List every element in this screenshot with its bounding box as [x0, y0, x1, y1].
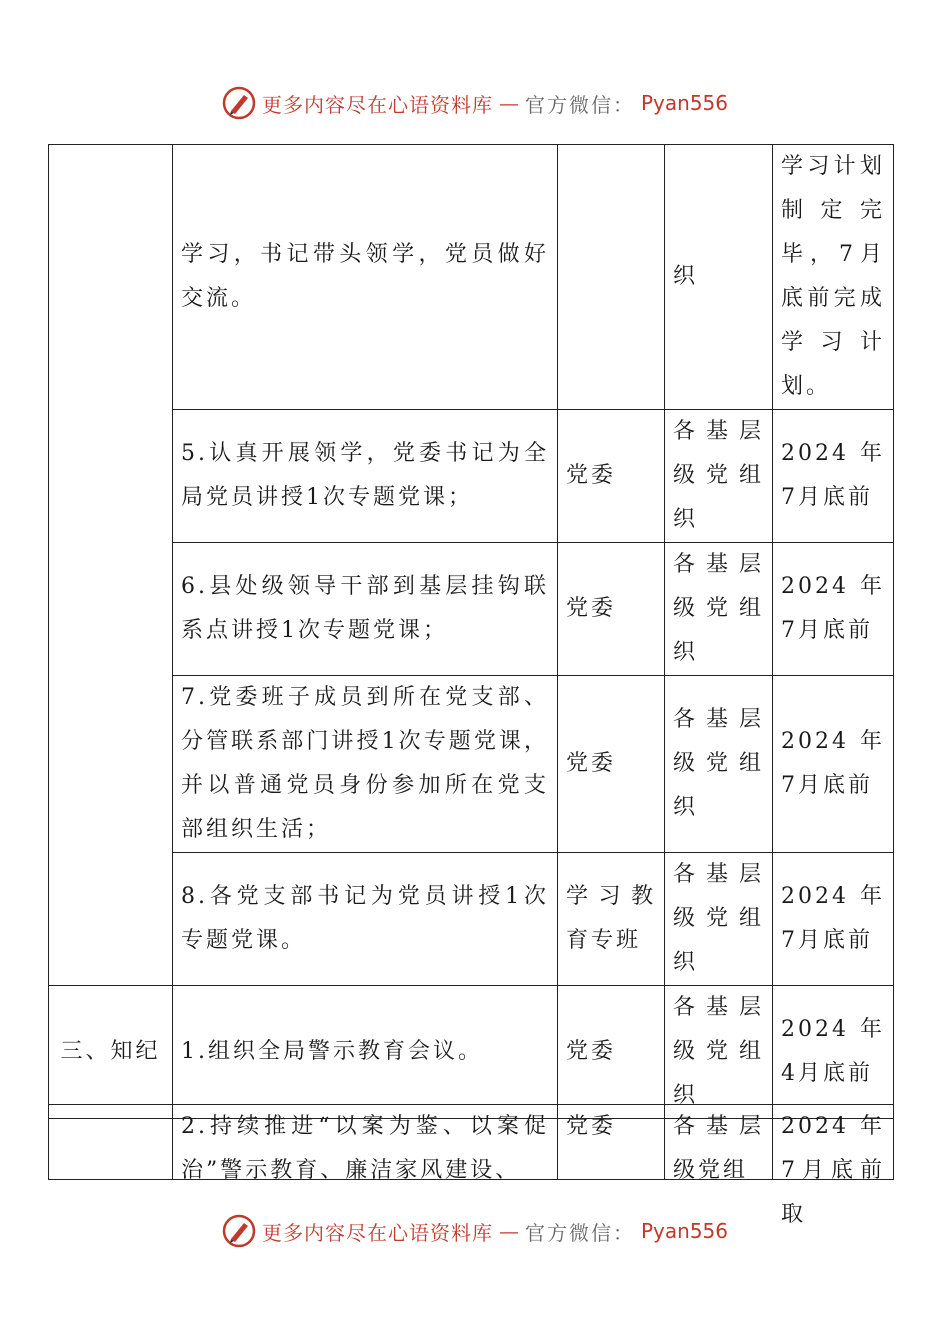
- responsible-cell: 各基层级党组织: [665, 676, 773, 853]
- deadline-cell: [773, 1105, 894, 1227]
- pen-nib-logo-icon: [222, 86, 256, 120]
- content-cell: [173, 1105, 558, 1183]
- category-cell: [49, 145, 173, 986]
- content-cell: 5.认真开展领学，党委书记为全局党员讲授1次专题党课；: [173, 410, 558, 543]
- responsible-cell: 各基层级党组织: [665, 853, 773, 986]
- content-cell: 1.组织全局警示教育会议。: [173, 986, 558, 1119]
- table-row: [49, 1105, 894, 1180]
- table-row: [49, 853, 894, 986]
- header-banner: [0, 83, 950, 123]
- banner-dash: —: [498, 1219, 519, 1243]
- lead-cell: 党委: [558, 543, 665, 676]
- wechat-id: Pyan556: [640, 91, 728, 115]
- category-text: [57, 1105, 164, 1179]
- content-cell: 学习，书记带头领学，党员做好交流。: [173, 145, 558, 410]
- lead-cell: 党委: [558, 676, 665, 853]
- task-table: [48, 144, 894, 1119]
- responsible-text: 各基层级党组: [673, 1114, 764, 1183]
- banner-dash: —: [498, 91, 519, 115]
- lead-cell: [558, 145, 665, 410]
- responsible-cell: 织: [665, 145, 773, 410]
- content-text: 2.持续推进“以案为鉴、以案促治”警示教育、廉洁家风建设、: [181, 1114, 549, 1183]
- table-row: [49, 676, 894, 853]
- category-cell: [49, 1105, 173, 1180]
- deadline-cell: 2024年7月底前: [773, 676, 894, 853]
- task-table-continued: [48, 1104, 894, 1227]
- lead-text: 党委: [566, 1114, 617, 1139]
- category-cell: 三、知纪: [49, 986, 173, 1119]
- deadline-cell: 2024年7月底前: [773, 853, 894, 986]
- deadline-cell: 2024年7月底前: [773, 410, 894, 543]
- pen-nib-logo-icon: [222, 1214, 256, 1248]
- content-cell: 8.各党支部书记为党员讲授1次专题党课。: [173, 853, 558, 986]
- content-cell: 6.县处级领导干部到基层挂钩联系点讲授1次专题党课；: [173, 543, 558, 676]
- official-label: 官方微信：: [524, 1220, 635, 1245]
- deadline-cell: 2024年7月底前: [773, 543, 894, 676]
- table-row: [49, 410, 894, 543]
- content-cell: 7.党委班子成员到所在党支部、分管联系部门讲授1次专题党课，并以普通党员身份参加所在党支部组织生活；: [173, 676, 558, 853]
- wechat-id: Pyan556: [640, 1219, 728, 1243]
- table-row: [49, 543, 894, 676]
- responsible-cell: [665, 1105, 773, 1183]
- deadline-cell: 学习计划制定完毕，7月底前完成学习计划。: [773, 145, 894, 410]
- lead-cell: 党委: [558, 410, 665, 543]
- responsible-cell: 各基层级党组织: [665, 543, 773, 676]
- lead-cell: 党委: [558, 986, 665, 1119]
- table-row: [49, 986, 894, 1119]
- footer-banner: [0, 1211, 950, 1251]
- site-name: 更多内容尽在心语资料库: [261, 92, 493, 117]
- official-label: 官方微信：: [524, 92, 635, 117]
- site-name: 更多内容尽在心语资料库: [261, 1220, 493, 1245]
- lead-cell: [558, 1105, 665, 1180]
- lead-cell: 学习教育专班: [558, 853, 665, 986]
- responsible-cell: 各基层级党组织: [665, 986, 773, 1119]
- table-row: [49, 145, 894, 410]
- deadline-text: 2024年7月底前取: [781, 1114, 885, 1227]
- deadline-cell: 2024年4月底前: [773, 986, 894, 1119]
- responsible-cell: 各基层级党组织: [665, 410, 773, 543]
